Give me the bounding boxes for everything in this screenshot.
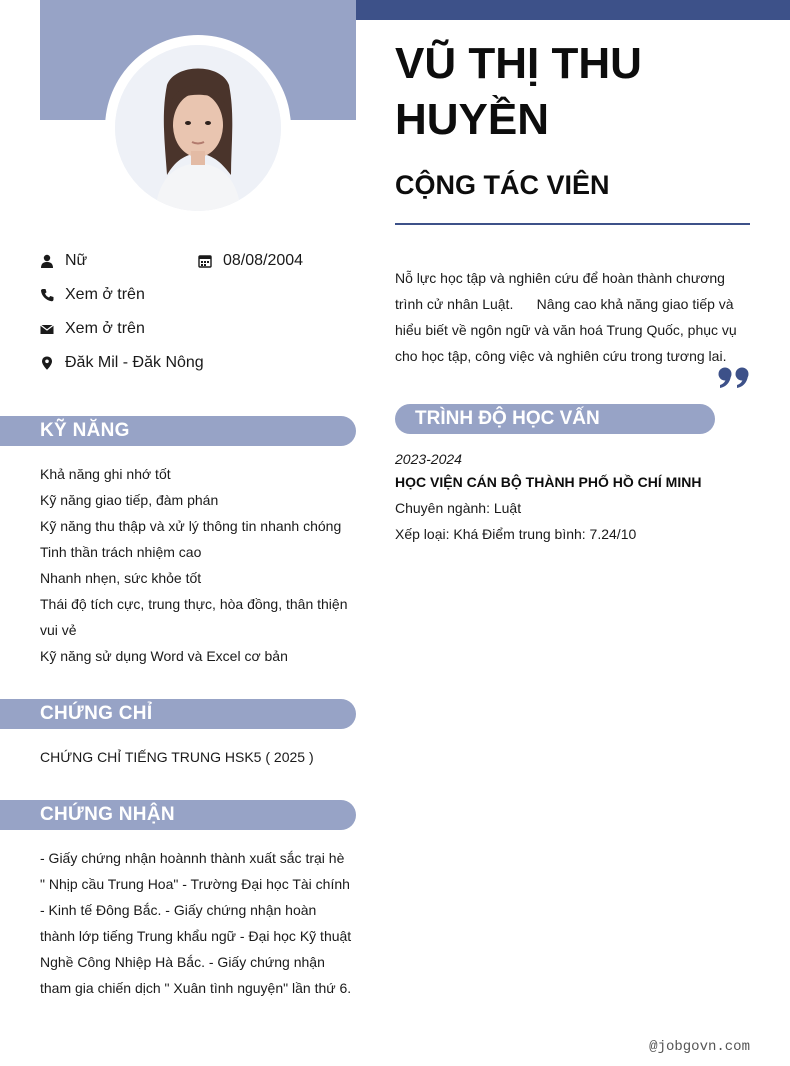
top-accent-bar [356,0,790,20]
phone-icon [40,287,54,303]
skill-item: Kỹ năng giao tiếp, đàm phán [40,492,219,508]
contact-birthday [198,251,303,271]
career-objective: Nỗ lực học tập và nghiên cứu để hoàn thành chương trình cử nhân Luật. Nâng cao khả năng giao tiếp và hiểu biết về ngôn ngữ và văn hoá Trung Quốc, phục vụ cho học tập, công việc và nghiên cứu trong tương lai. [395,270,741,364]
email-value[interactable]: Xem ở trên [65,320,145,337]
header-divider [395,223,750,225]
skill-item: Tinh thần trách nhiệm cao [40,544,202,560]
certificates-header [0,699,356,729]
skills-title: KỸ NĂNG [40,420,130,441]
awards-header [0,800,356,830]
education-grade: Xếp loại: Khá Điểm trung bình: 7.24/10 [395,526,637,542]
certificates-title: CHỨNG CHỈ [40,703,153,724]
skill-item: Nhanh nhẹn, sức khỏe tốt [40,570,202,586]
education-period: 2023-2024 [395,451,462,467]
phone-value[interactable]: Xem ở trên [65,286,145,303]
location-icon [40,355,54,371]
education-title: TRÌNH ĐỘ HỌC VẤN [415,408,600,429]
footer-watermark: @jobgovn.com [649,1039,750,1055]
birthday-value: 08/08/2004 [223,252,304,269]
avatar [115,45,281,211]
contact-gender [40,251,87,271]
skill-item: Kỹ năng thu thập và xử lý thông tin nhanh chóng [40,518,342,534]
email-icon [40,321,54,337]
skill-item: Thái độ tích cực, trung thực, hòa đồng, thân thiện vui vẻ [40,596,348,638]
candidate-name: VŨ THỊ THU HUYỀN [395,39,642,144]
certificate-item: CHỨNG CHỈ TIẾNG TRUNG HSK5 ( 2025 ) [40,749,314,765]
education-major: Chuyên ngành: Luật [395,500,522,516]
quote-icon [716,366,752,390]
skill-item: Kỹ năng sử dụng Word và Excel cơ bản [40,648,288,664]
education-school: HỌC VIỆN CÁN BỘ THÀNH PHỐ HỒ CHÍ MINH [395,474,702,490]
awards-text: - Giấy chứng nhận hoànnh thành xuất sắc trại hè " Nhịp cầu Trung Hoa" - Trường Đại học Tài chính - Kinh tế Đông Bắc. - Giấy chứng nhận hoàn thành lớp tiếng Trung khẩu ngữ - Đại học Kỹ thuật Nghề Công Nhiệp Hà Bắc. - Giấy chứng nhận tham gia chiến dịch " Xuân tình nguyện" lần thứ 6. [40,850,352,996]
avatar-photo [115,45,281,211]
job-position: CỘNG TÁC VIÊN [395,170,610,200]
skill-item: Khả năng ghi nhớ tốt [40,466,171,482]
calendar-icon [198,253,212,269]
contact-address [40,353,204,373]
contact-phone [40,285,145,305]
gender-value: Nữ [65,252,88,269]
skills-header [0,416,356,446]
awards-title: CHỨNG NHẬN [40,804,175,825]
skills-list [40,461,350,669]
contact-email [40,319,145,339]
address-value: Đăk Mil - Đăk Nông [65,354,204,371]
user-icon [40,253,54,269]
education-header [395,404,715,434]
